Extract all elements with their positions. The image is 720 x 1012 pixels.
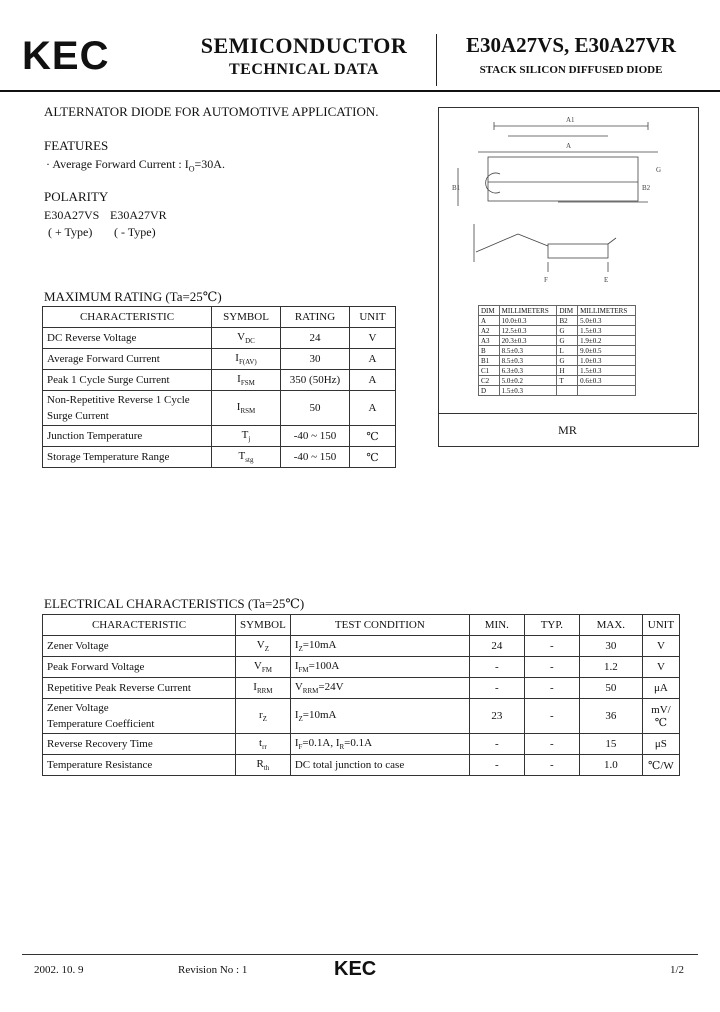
- dim-cell: 1.5±0.3: [578, 366, 636, 376]
- col-header: RATING: [281, 307, 350, 328]
- table-row: [43, 447, 396, 468]
- cell-min: -: [469, 678, 524, 699]
- cell-symbol: $V_{FM}$: [236, 657, 291, 678]
- dim-label-g: G: [656, 166, 662, 174]
- cell-typ: -: [524, 657, 579, 678]
- cell-symbol: $r_Z$: [236, 699, 291, 734]
- cell-typ: -: [524, 678, 579, 699]
- dim-label-a: A: [566, 142, 572, 150]
- cell-char: Peak 1 Cycle Surge Current: [43, 370, 212, 391]
- cell-symbol: $T_j$: [212, 426, 281, 447]
- cell-unit: μA: [642, 678, 679, 699]
- cell-unit: V: [642, 657, 679, 678]
- table-row: [43, 755, 680, 776]
- col-header: UNIT: [642, 615, 679, 636]
- table-row: [43, 370, 396, 391]
- polarity-part1: E30A27VS: [44, 208, 100, 222]
- cell-symbol: $I_{F(AV)}$: [212, 349, 281, 370]
- col-header: CHARACTERISTIC: [43, 307, 212, 328]
- kec-logo: KEC: [22, 34, 110, 78]
- cell-typ: -: [524, 636, 579, 657]
- dim-cell: B1: [479, 356, 500, 366]
- col-header: UNIT: [350, 307, 396, 328]
- table-row: [43, 426, 396, 447]
- cell-char: Temperature Resistance: [43, 755, 236, 776]
- dim-cell: A2: [479, 326, 500, 336]
- cell-char: Storage Temperature Range: [43, 447, 212, 468]
- application-text: ALTERNATOR DIODE FOR AUTOMOTIVE APPLICATION.: [44, 104, 379, 119]
- header-subtitle: STACK SILICON DIFFUSED DIODE: [479, 64, 663, 76]
- col-header: SYMBOL: [212, 307, 281, 328]
- table-row: [43, 391, 396, 426]
- dim-cell: 0.6±0.3: [578, 376, 636, 386]
- cell-rating: -40 ~ 150: [281, 426, 350, 447]
- table-row: [479, 316, 636, 326]
- package-label: MR: [558, 423, 577, 437]
- table-row: [43, 636, 680, 657]
- dim-cell: 1.5±0.3: [578, 326, 636, 336]
- cell-condition: $I_F=0.1A$, $I_R=0.1A$: [290, 734, 469, 755]
- dim-cell: L: [557, 346, 578, 356]
- dim-cell: 12.5±0.3: [499, 326, 557, 336]
- cell-unit: μS: [642, 734, 679, 755]
- table-row: [479, 376, 636, 386]
- table-row: [43, 657, 680, 678]
- cell-rating: -40 ~ 150: [281, 447, 350, 468]
- dim-cell: 10.0±0.3: [499, 316, 557, 326]
- polarity-type2: ( - Type): [114, 225, 156, 239]
- cell-condition: $I_Z=10mA$: [290, 636, 469, 657]
- table-row: [43, 328, 396, 349]
- cell-min: -: [469, 755, 524, 776]
- max-rating-heading: MAXIMUM RATING (Ta=25℃): [44, 289, 222, 304]
- header-title-semiconductor: SEMICONDUCTOR: [200, 33, 408, 58]
- cell-typ: -: [524, 755, 579, 776]
- dim-cell: [578, 386, 636, 396]
- cell-unit: A: [350, 391, 396, 426]
- table-row: [479, 386, 636, 396]
- cell-symbol: $V_{DC}$: [212, 328, 281, 349]
- dim-cell: 1.0±0.3: [578, 356, 636, 366]
- table-row: [43, 699, 680, 734]
- cell-unit: A: [350, 370, 396, 391]
- dim-cell: [557, 386, 578, 396]
- cell-symbol: $R_{th}$: [236, 755, 291, 776]
- cell-min: -: [469, 734, 524, 755]
- cell-char: Peak Forward Voltage: [43, 657, 236, 678]
- dim-cell: A: [479, 316, 500, 326]
- dim-cell: G: [557, 356, 578, 366]
- dim-cell: 8.5±0.3: [499, 346, 557, 356]
- table-row: [479, 356, 636, 366]
- cell-rating: 24: [281, 328, 350, 349]
- dim-cell: 5.0±0.3: [578, 316, 636, 326]
- cell-condition: DC total junction to case: [290, 755, 469, 776]
- cell-char: Zener Voltage: [43, 636, 236, 657]
- col-header: DIM: [557, 306, 578, 316]
- cell-symbol: $I_{RRM}$: [236, 678, 291, 699]
- header-title-technical-data: TECHNICAL DATA: [229, 61, 379, 78]
- dim-cell: B2: [557, 316, 578, 326]
- cell-unit: V: [642, 636, 679, 657]
- cell-rating: 30: [281, 349, 350, 370]
- dimension-table: [478, 305, 636, 396]
- cell-max: 15: [579, 734, 642, 755]
- table-row: [479, 336, 636, 346]
- electrical-table: [42, 614, 680, 776]
- dim-cell: C2: [479, 376, 500, 386]
- cell-symbol: $V_Z$: [236, 636, 291, 657]
- dim-label-b2: B2: [642, 184, 651, 192]
- cell-min: 24: [469, 636, 524, 657]
- header-divider: [436, 34, 437, 86]
- dim-cell: 5.0±0.2: [499, 376, 557, 386]
- cell-typ: -: [524, 699, 579, 734]
- polarity-heading: POLARITY: [44, 189, 109, 204]
- footer-date: 2002. 10. 9: [34, 964, 84, 976]
- cell-max: 1.2: [579, 657, 642, 678]
- dim-cell: 6.3±0.3: [499, 366, 557, 376]
- table-row: [43, 734, 680, 755]
- diagram-separator: [438, 413, 697, 414]
- col-header: TYP.: [524, 615, 579, 636]
- dim-label-e: E: [604, 276, 609, 284]
- polarity-part2: E30A27VR: [110, 208, 167, 222]
- col-header: CHARACTERISTIC: [43, 615, 236, 636]
- cell-char: Reverse Recovery Time: [43, 734, 236, 755]
- cell-unit: ℃: [350, 447, 396, 468]
- cell-min: -: [469, 657, 524, 678]
- dim-cell: 1.5±0.3: [499, 386, 557, 396]
- cell-rating: 350 (50Hz): [281, 370, 350, 391]
- table-row: [479, 346, 636, 356]
- dim-cell: A3: [479, 336, 500, 346]
- dim-cell: 8.5±0.3: [499, 356, 557, 366]
- dim-cell: B: [479, 346, 500, 356]
- cell-unit: mV/℃: [642, 699, 679, 734]
- dim-cell: H: [557, 366, 578, 376]
- header-part-numbers: E30A27VS, E30A27VR: [465, 33, 677, 57]
- table-row: [479, 366, 636, 376]
- dim-cell: T: [557, 376, 578, 386]
- cell-char: Average Forward Current: [43, 349, 212, 370]
- features-heading: FEATURES: [44, 138, 109, 153]
- dim-label-f: F: [544, 276, 548, 284]
- dim-cell: D: [479, 386, 500, 396]
- dim-cell: C1: [479, 366, 500, 376]
- table-row: [43, 349, 396, 370]
- cell-char: DC Reverse Voltage: [43, 328, 212, 349]
- dim-cell: G: [557, 326, 578, 336]
- footer-kec-logo: KEC: [334, 958, 377, 980]
- footer-revision: Revision No : 1: [178, 964, 248, 976]
- package-outline-drawing: [448, 112, 688, 292]
- cell-unit: ℃: [350, 426, 396, 447]
- dim-cell: 20.3±0.3: [499, 336, 557, 346]
- cell-max: 1.0: [579, 755, 642, 776]
- cell-char: Zener Voltage Temperature Coefficient: [43, 699, 236, 734]
- cell-condition: $I_Z=10mA$: [290, 699, 469, 734]
- table-header-row: [43, 615, 680, 636]
- cell-unit: V: [350, 328, 396, 349]
- cell-max: 36: [579, 699, 642, 734]
- col-header: TEST CONDITION: [290, 615, 469, 636]
- table-row: [43, 678, 680, 699]
- header-rule: [0, 90, 720, 92]
- cell-unit: A: [350, 349, 396, 370]
- col-header: MILLIMETERS: [499, 306, 557, 316]
- col-header: DIM: [479, 306, 500, 316]
- feature-item: · Average Forward Current : $I_O=30A$.: [46, 157, 225, 174]
- max-rating-table: [42, 306, 396, 468]
- col-header: MILLIMETERS: [578, 306, 636, 316]
- footer-rule: [22, 954, 698, 955]
- cell-max: 30: [579, 636, 642, 657]
- cell-symbol: $T_{stg}$: [212, 447, 281, 468]
- cell-condition: $I_{FM}=100A$: [290, 657, 469, 678]
- cell-condition: $V_{RRM}=24V$: [290, 678, 469, 699]
- table-row: [479, 326, 636, 336]
- footer-page-number: 1/2: [670, 964, 685, 976]
- cell-max: 50: [579, 678, 642, 699]
- table-header-row: [479, 306, 636, 316]
- dim-label-b1: B1: [452, 184, 461, 192]
- cell-char: Repetitive Peak Reverse Current: [43, 678, 236, 699]
- dim-label-a1: A1: [566, 116, 575, 124]
- cell-unit: ℃/W: [642, 755, 679, 776]
- cell-rating: 50: [281, 391, 350, 426]
- col-header: SYMBOL: [236, 615, 291, 636]
- cell-char: Junction Temperature: [43, 426, 212, 447]
- cell-min: 23: [469, 699, 524, 734]
- cell-symbol: $I_{FSM}$: [212, 370, 281, 391]
- col-header: MAX.: [579, 615, 642, 636]
- electrical-heading: ELECTRICAL CHARACTERISTICS (Ta=25℃): [44, 596, 305, 611]
- cell-symbol: $I_{RSM}$: [212, 391, 281, 426]
- col-header: MIN.: [469, 615, 524, 636]
- cell-char: Non-Repetitive Reverse 1 Cycle Surge Current: [43, 391, 212, 426]
- dim-cell: 1.9±0.2: [578, 336, 636, 346]
- cell-symbol: $t_{rr}$: [236, 734, 291, 755]
- table-header-row: [43, 307, 396, 328]
- dim-cell: 9.0±0.5: [578, 346, 636, 356]
- dim-cell: G: [557, 336, 578, 346]
- polarity-type1: ( + Type): [48, 225, 93, 239]
- cell-typ: -: [524, 734, 579, 755]
